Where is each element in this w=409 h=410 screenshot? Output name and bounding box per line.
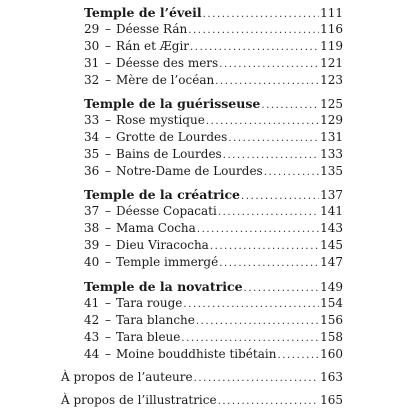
toc-section-header xyxy=(84,4,343,21)
page-number: 116 xyxy=(320,22,343,36)
toc-entry xyxy=(84,55,343,72)
entry-number: 40 xyxy=(84,255,100,269)
toc-section-header xyxy=(84,186,343,203)
leader-dots xyxy=(228,130,319,147)
toc-entry xyxy=(61,392,343,409)
entry-title: Mère de l’océan xyxy=(116,73,215,87)
toc-entry xyxy=(84,72,343,89)
entry-number: 43 xyxy=(84,330,100,344)
toc-entry xyxy=(84,346,343,363)
toc-entry xyxy=(84,38,343,55)
entry-dash: – xyxy=(105,39,111,53)
toc-entry xyxy=(84,295,343,312)
toc-section xyxy=(84,95,343,180)
leader-dots xyxy=(218,393,320,410)
leader-dots xyxy=(244,280,320,297)
entry-number: 32 xyxy=(84,73,100,87)
entry-number: 41 xyxy=(84,296,100,310)
leader-dots xyxy=(196,313,319,330)
entry-dash: – xyxy=(105,73,111,87)
page-number: 137 xyxy=(320,188,343,202)
entry-number: 30 xyxy=(84,39,100,53)
toc-entry xyxy=(84,203,343,220)
toc-about-entry xyxy=(61,392,343,409)
page-number: 135 xyxy=(320,164,343,178)
page-number: 123 xyxy=(320,73,343,87)
entry-number: 29 xyxy=(84,22,100,36)
page-number: 141 xyxy=(320,204,343,218)
leader-dots xyxy=(261,97,319,114)
entry-title: Tara blanche xyxy=(116,313,195,327)
toc-section xyxy=(84,278,343,363)
page-number: 163 xyxy=(320,370,343,384)
entry-number: 31 xyxy=(84,56,100,70)
page-number: 125 xyxy=(320,97,343,111)
leader-dots xyxy=(277,347,319,364)
entry-dash: – xyxy=(105,221,111,235)
leader-dots xyxy=(188,22,319,39)
entry-title: Déesse Copacati xyxy=(116,204,217,218)
toc-section-header xyxy=(84,95,343,112)
toc-section xyxy=(84,186,343,271)
entry-dash: – xyxy=(105,130,111,144)
page-number: 149 xyxy=(320,280,343,294)
leader-dots xyxy=(197,221,319,238)
toc-section-header xyxy=(84,278,343,295)
leader-dots xyxy=(218,204,319,221)
leader-dots xyxy=(210,238,319,255)
toc-entry xyxy=(84,129,343,146)
leader-dots xyxy=(206,113,319,130)
page-number: 111 xyxy=(320,6,343,20)
entry-title: Tara bleue xyxy=(116,330,181,344)
toc-entry xyxy=(84,312,343,329)
entry-title: Temple immergé xyxy=(116,255,219,269)
entry-dash: – xyxy=(105,164,111,178)
entry-number: 33 xyxy=(84,113,100,127)
leader-dots xyxy=(183,296,319,313)
page-number: 156 xyxy=(320,313,343,327)
entry-title: À propos de l’illustratrice xyxy=(61,393,217,407)
entry-title: Déesse des mers xyxy=(116,56,219,70)
toc-entry xyxy=(84,254,343,271)
page-number: 160 xyxy=(320,347,343,361)
page-number: 143 xyxy=(320,221,343,235)
page-number: 147 xyxy=(320,255,343,269)
leader-dots xyxy=(223,147,319,164)
leader-dots xyxy=(194,370,319,387)
entry-dash: – xyxy=(105,313,111,327)
page-number: 129 xyxy=(320,113,343,127)
entry-title: Tara rouge xyxy=(116,296,183,310)
entry-title: Dieu Viracocha xyxy=(116,238,209,252)
section-title: Temple de l’éveil xyxy=(84,5,202,20)
toc-entry xyxy=(84,163,343,180)
entry-dash: – xyxy=(105,238,111,252)
section-title: Temple de la guérisseuse xyxy=(84,96,261,111)
entry-number: 35 xyxy=(84,147,100,161)
entry-number: 37 xyxy=(84,204,100,218)
page-number: 154 xyxy=(320,296,343,310)
page-number: 131 xyxy=(320,130,343,144)
section-title: Temple de la novatrice xyxy=(84,279,243,294)
entry-title: Notre-Dame de Lourdes xyxy=(116,164,263,178)
leader-dots xyxy=(190,39,319,56)
toc-entry xyxy=(84,21,343,38)
entry-number: 36 xyxy=(84,164,100,178)
leader-dots xyxy=(219,56,319,73)
entry-title: Rán et Ægir xyxy=(116,39,190,53)
entry-title: Rose mystique xyxy=(116,113,205,127)
entry-title: Grotte de Lourdes xyxy=(116,130,228,144)
entry-dash: – xyxy=(105,56,111,70)
entry-number: 39 xyxy=(84,238,100,252)
entry-dash: – xyxy=(105,347,111,361)
page-number: 121 xyxy=(320,56,343,70)
page-number: 145 xyxy=(320,238,343,252)
toc-section xyxy=(84,4,343,89)
leader-dots xyxy=(203,6,319,23)
entry-title: Moine bouddhiste tibétain xyxy=(116,347,277,361)
entry-title: Bains de Lourdes xyxy=(116,147,222,161)
toc-about-entry xyxy=(61,369,343,386)
page-number: 165 xyxy=(320,393,343,407)
leader-dots xyxy=(264,164,319,181)
toc-entry xyxy=(84,146,343,163)
toc-entry xyxy=(84,112,343,129)
entry-title: Déesse Rán xyxy=(116,22,188,36)
page-number: 133 xyxy=(320,147,343,161)
section-title: Temple de la créatrice xyxy=(84,187,241,202)
entry-dash: – xyxy=(105,255,111,269)
leader-dots xyxy=(219,255,319,272)
entry-dash: – xyxy=(105,330,111,344)
toc-entry xyxy=(84,237,343,254)
page-number: 119 xyxy=(320,39,343,53)
leader-dots xyxy=(215,73,319,90)
entry-number: 38 xyxy=(84,221,100,235)
page-number: 158 xyxy=(320,330,343,344)
entry-number: 42 xyxy=(84,313,100,327)
entry-dash: – xyxy=(105,296,111,310)
entry-dash: – xyxy=(105,113,111,127)
entry-title: Mama Cocha xyxy=(116,221,196,235)
entry-dash: – xyxy=(105,204,111,218)
toc-entry xyxy=(84,329,343,346)
entry-dash: – xyxy=(105,22,111,36)
leader-dots xyxy=(241,188,319,205)
toc-entry xyxy=(61,369,343,386)
toc-entry xyxy=(84,220,343,237)
entry-number: 44 xyxy=(84,347,100,361)
entry-title: À propos de l’auteure xyxy=(61,370,193,384)
entry-dash: – xyxy=(105,147,111,161)
entry-number: 34 xyxy=(84,130,100,144)
leader-dots xyxy=(181,330,319,347)
